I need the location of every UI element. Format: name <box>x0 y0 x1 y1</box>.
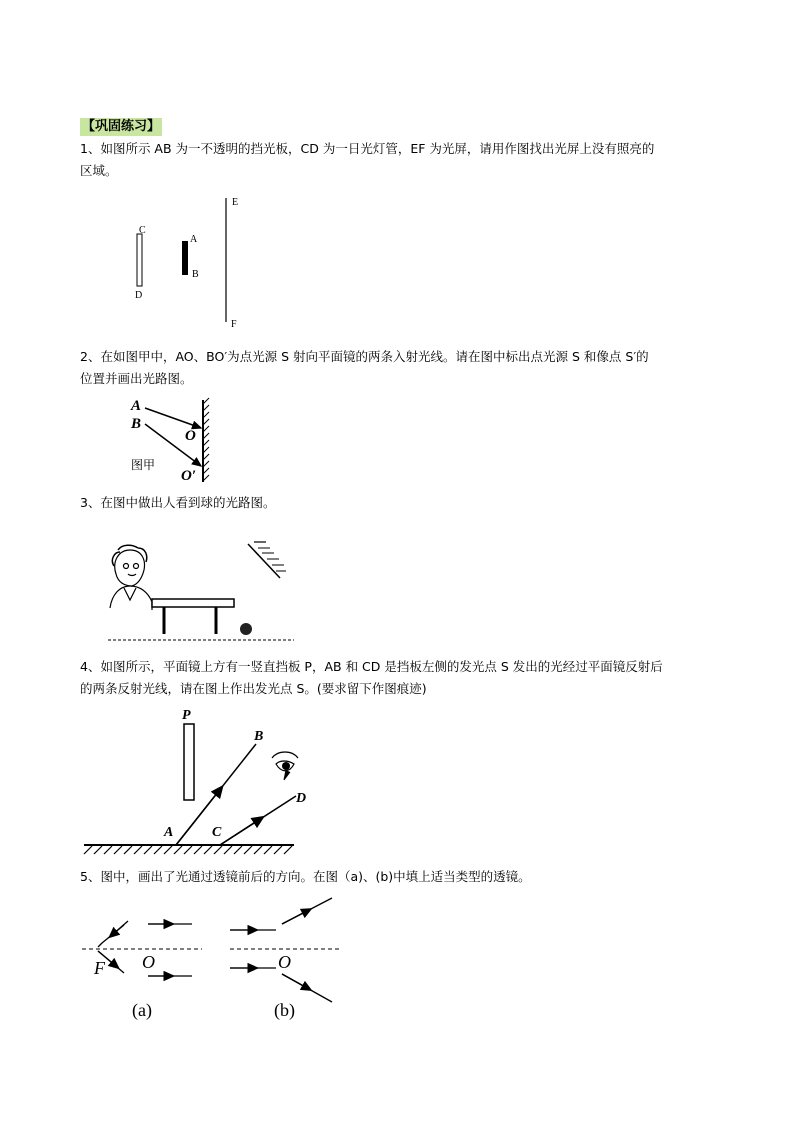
label-o-prime: O′ <box>181 468 197 484</box>
q1-text-line1: 1、如图所示 AB 为一不透明的挡光板，CD 为一日光灯管，EF 为光屏，请用作图找出光屏上没有照亮的 <box>80 141 655 156</box>
ray-b-upper-out-arrow <box>282 911 308 925</box>
label-a: A <box>164 825 174 840</box>
label-f: F <box>94 958 105 978</box>
eye-icon <box>272 752 298 780</box>
q2-text-line2: 位置并画出光路图。 <box>80 371 193 386</box>
ball <box>240 623 252 635</box>
diagram-a <box>82 921 202 1021</box>
label-o-a: O <box>142 952 155 972</box>
label-d: D <box>135 290 143 301</box>
baffle-p <box>184 724 194 800</box>
q4-text-line2: 的两条反射光线，请在图上作出发光点 S。(要求留下作图痕迹) <box>80 681 427 696</box>
q4-figure <box>80 702 307 860</box>
label-b: B <box>254 729 264 744</box>
q2-figure <box>125 394 225 486</box>
label-e: E <box>232 197 239 208</box>
q5-figure <box>82 892 342 1024</box>
q1-figure <box>128 188 258 338</box>
q3-figure <box>108 536 298 644</box>
fluorescent-tube-cd <box>137 234 142 286</box>
q4-text-line1: 4、如图所示，平面镜上方有一竖直挡板 P，AB 和 CD 是挡板左侧的发光点 S 发出的光经过平面镜反射后 <box>80 659 663 674</box>
label-b: B <box>131 416 142 432</box>
inclined-mirror <box>248 542 286 578</box>
caption-b: (b) <box>274 1000 295 1020</box>
table <box>152 599 234 634</box>
mirror-hatching <box>84 846 292 854</box>
label-c: C <box>212 825 222 840</box>
label-o: O <box>185 428 196 444</box>
label-c: C <box>139 225 146 236</box>
section-heading: 【巩固练习】 <box>82 119 161 134</box>
ray-ao <box>145 408 201 428</box>
ray-b-lower-out-arrow <box>282 974 308 989</box>
label-o-b: O <box>278 952 291 972</box>
label-d: D <box>296 791 307 806</box>
q1-text-line2: 区域。 <box>80 163 118 178</box>
figure-caption: 图甲 <box>131 458 156 472</box>
ray-a-upper-in <box>112 921 128 935</box>
ray-cd-arrow <box>220 819 260 845</box>
diagram-b <box>230 898 340 1021</box>
label-p: P <box>182 708 191 723</box>
baffle-ab <box>182 241 188 275</box>
q5-text-line1: 5、图中，画出了光通过透镜前后的方向。在图（a)、(b)中填上适当类型的透镜。 <box>80 869 531 884</box>
label-b: B <box>192 269 199 280</box>
label-f: F <box>231 319 237 330</box>
q3-text-line1: 3、在图中做出人看到球的光路图。 <box>80 495 276 510</box>
label-a: A <box>131 398 142 414</box>
person-sketch <box>110 545 152 610</box>
caption-a: (a) <box>132 1000 152 1020</box>
label-a: A <box>190 234 198 245</box>
q2-text-line1: 2、在如图甲中，AO、BO′为点光源 S 射向平面镜的两条入射光线。请在图中标出点光源 S 和像点 S′的 <box>80 349 649 364</box>
